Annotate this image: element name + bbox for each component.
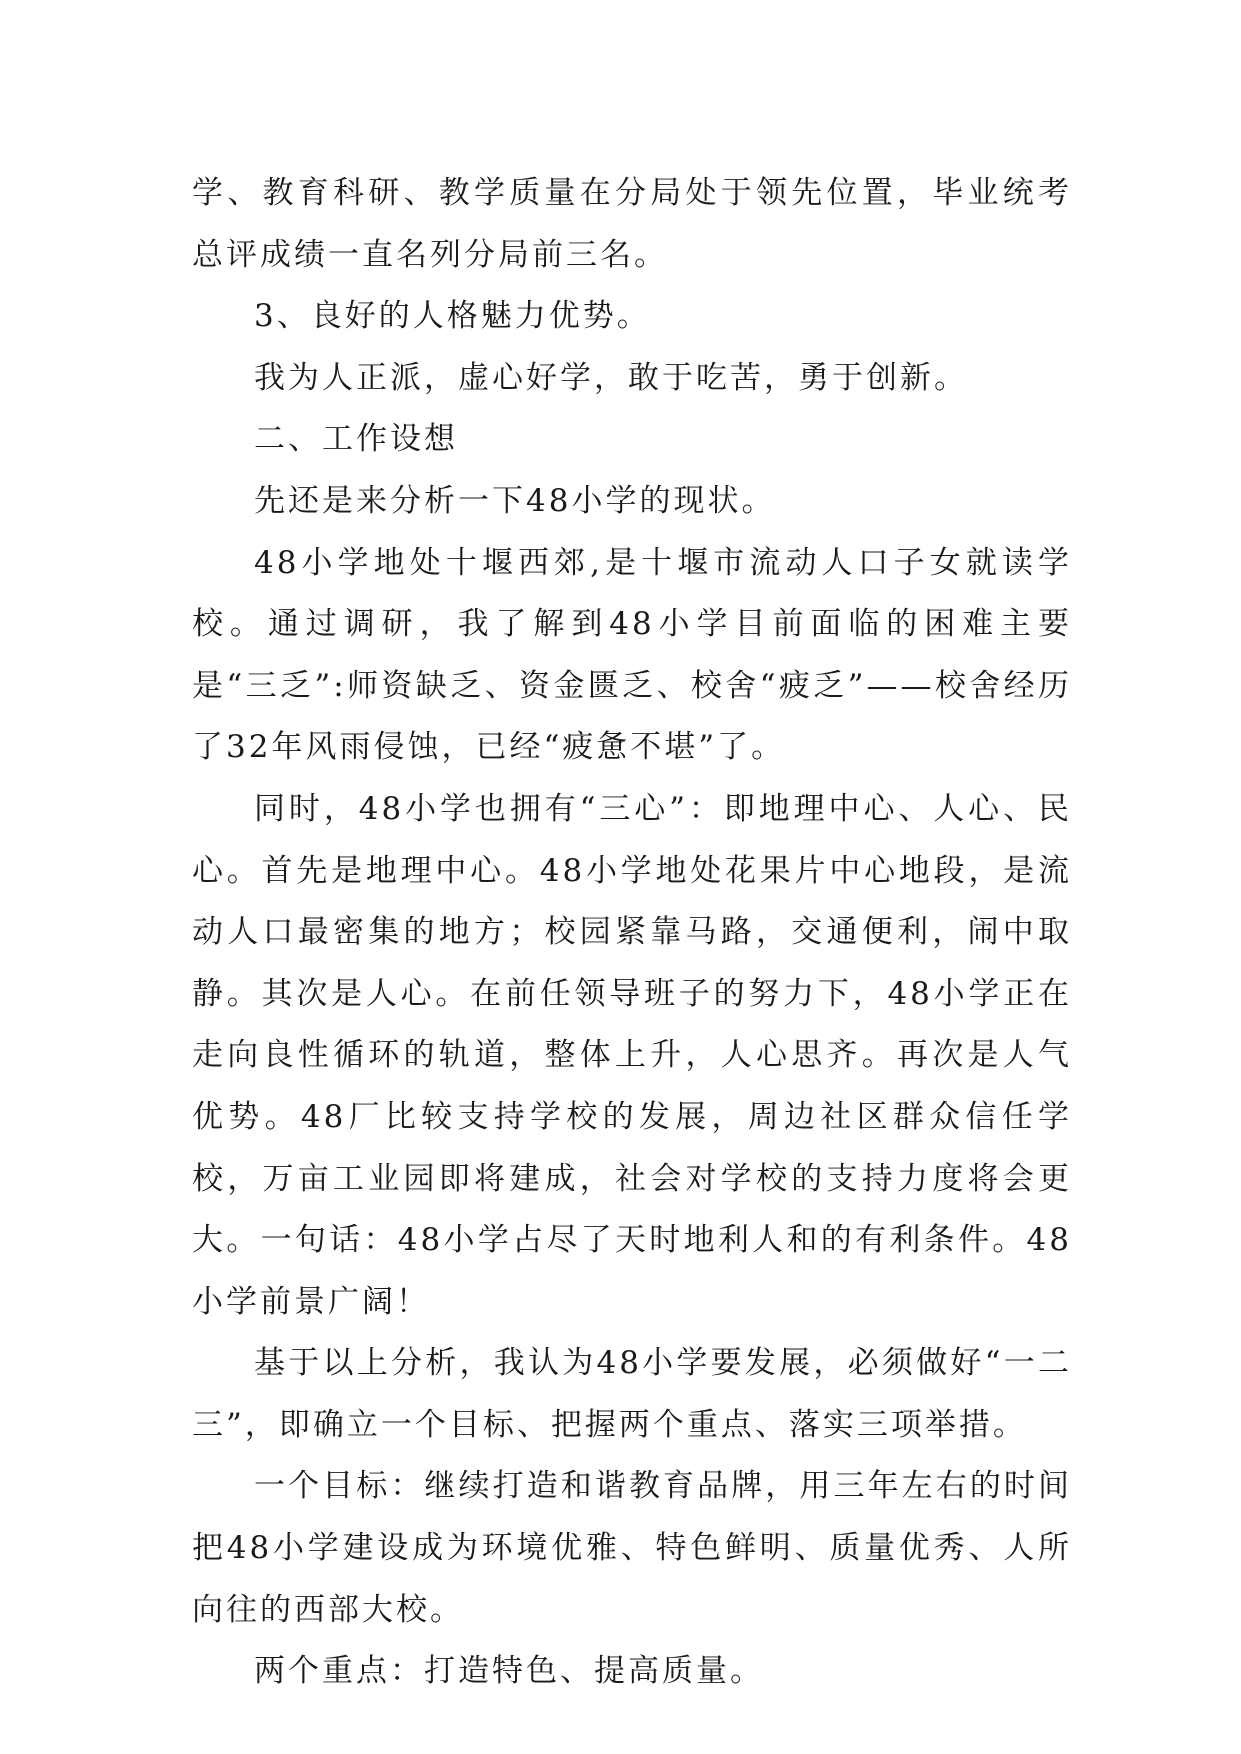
paragraph: 先还是来分析一下48小学的现状。	[254, 482, 776, 519]
paragraph: 3、良好的人格魅力优势。	[254, 298, 651, 335]
paragraph: 学、教育科研、教学质量在分局处于领先位置，毕业统考总评成绩一直名列分局前三名。	[192, 175, 1072, 273]
paragraph: 同时，48小学也拥有“三心”：即地理中心、人心、民心。首先是地理中心。48小学地处花果片中心地段，是流动人口最密集的地方；校园紧靠马路，交通便利，闹中取静。其次是人心。在前任领导班子的努力下，48小学正在走向良性循环的轨道，整体上升，人心思齐。再次是人气优势。48厂比较支持学校的发展，周边社区群众信任学校，万亩工业园即将建成，社会对学校的支持力度将会更大。一句话：48小学占尽了天时地利人和的有利条件。48小学前景广阔！	[192, 790, 1072, 1320]
paragraph: 基于以上分析，我认为48小学要发展，必须做好“一二三”，即确立一个目标、把握两个重点、落实三项举措。	[192, 1345, 1072, 1443]
paragraph: 两个重点：打造特色、提高质量。	[254, 1653, 764, 1690]
section-heading: 二、工作设想	[254, 421, 458, 458]
paragraph: 48小学地处十堰西郊,是十堰市流动人口子女就读学校。通过调研，我了解到48小学目前面临的困难主要是“三乏”:师资缺乏、资金匮乏、校舍“疲乏”——校舍经历了32年风雨侵蚀，已经“疲惫不堪”了。	[192, 544, 1072, 766]
body-text	[192, 163, 1072, 1703]
paragraph: 我为人正派，虚心好学，敢于吃苦，勇于创新。	[254, 359, 968, 396]
paragraph: 一个目标：继续打造和谐教育品牌，用三年左右的时间把48小学建设成为环境优雅、特色鲜明、质量优秀、人所向往的西部大校。	[192, 1468, 1072, 1628]
